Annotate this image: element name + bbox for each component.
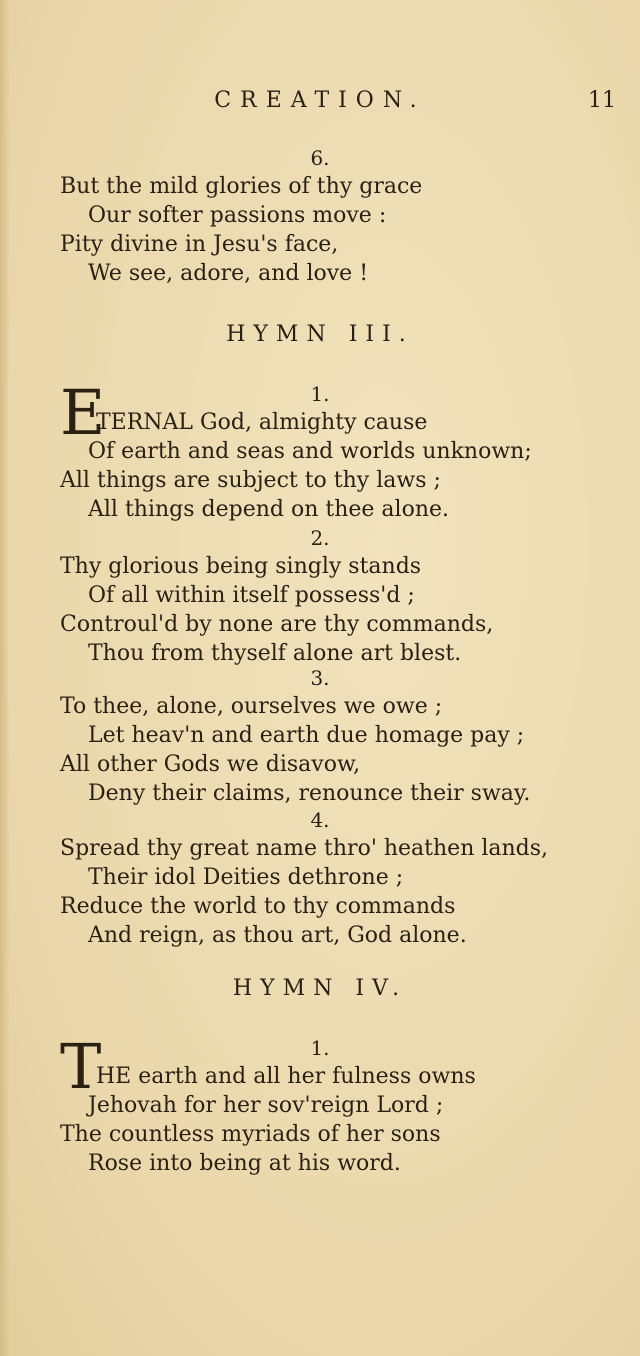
hymn-4-stanza-1 [0, 1030, 640, 1178]
verse-line: Jehovah for her sov'reign Lord ; [88, 1093, 444, 1118]
verse-line: To thee, alone, ourselves we owe ; [60, 694, 443, 719]
stanza-number: 3. [310, 666, 330, 690]
verse-line: Their idol Deities dethrone ; [88, 865, 404, 890]
verse-line: But the mild glories of thy grace [60, 174, 423, 199]
hymn-3-stanza-3 [0, 664, 640, 808]
verse-line [0, 1030, 640, 1103]
verse-line: Let heav'n and earth due homage pay ; [88, 723, 525, 748]
stanza-number: 6. [310, 146, 330, 170]
hymn-3-stanza-1 [0, 376, 640, 524]
verse-line: Controul'd by none are thy commands, [60, 612, 494, 637]
stanza-number: 2. [310, 526, 330, 550]
hymn-3-title-block [0, 318, 640, 352]
hymn-title: HYMN III. [226, 322, 414, 347]
hymn-3-stanza-4 [0, 806, 640, 950]
drop-cap: T [60, 1030, 102, 1103]
verse-line: The countless myriads of her sons [60, 1122, 441, 1147]
verse-line: All things depend on thee alone. [88, 497, 450, 522]
verse-text: TERNAL God, almighty cause [96, 410, 428, 435]
hymn-4-title-block [0, 972, 640, 1006]
verse-line [0, 376, 640, 449]
verse-text: HE earth and all her fulness owns [96, 1064, 476, 1089]
verse-line: Of all within itself possess'd ; [88, 583, 415, 608]
stanza-number: 1. [310, 382, 330, 406]
verse-line: Our softer passions move : [88, 203, 387, 228]
hymn-title: HYMN IV. [232, 976, 408, 1001]
verse-line: We see, adore, and love ! [88, 261, 369, 286]
verse-line: All other Gods we disavow, [60, 752, 361, 777]
stanza-6 [0, 144, 640, 288]
verse-line: Pity divine in Jesu's face, [60, 232, 339, 257]
verse-line: All things are subject to thy laws ; [60, 468, 441, 493]
verse-line: Deny their claims, renounce their sway. [88, 781, 531, 806]
verse-line: Thou from thyself alone art blest. [88, 641, 462, 666]
verse-line: Reduce the world to thy commands [60, 894, 456, 919]
stanza-number: 4. [310, 808, 330, 832]
stanza-number: 1. [310, 1036, 330, 1060]
page-number: 11 [588, 88, 616, 113]
verse-line: Rose into being at his word. [88, 1151, 401, 1176]
verse-line: And reign, as thou art, God alone. [88, 923, 467, 948]
verse-line: Spread thy great name thro' heathen lands, [60, 836, 549, 861]
verse-line: Of earth and seas and worlds unknown; [88, 439, 532, 464]
verse-line: Thy glorious being singly stands [60, 554, 422, 579]
running-header: CREATION. [214, 88, 426, 113]
drop-cap: E [60, 376, 106, 449]
hymn-3-stanza-2 [0, 524, 640, 668]
